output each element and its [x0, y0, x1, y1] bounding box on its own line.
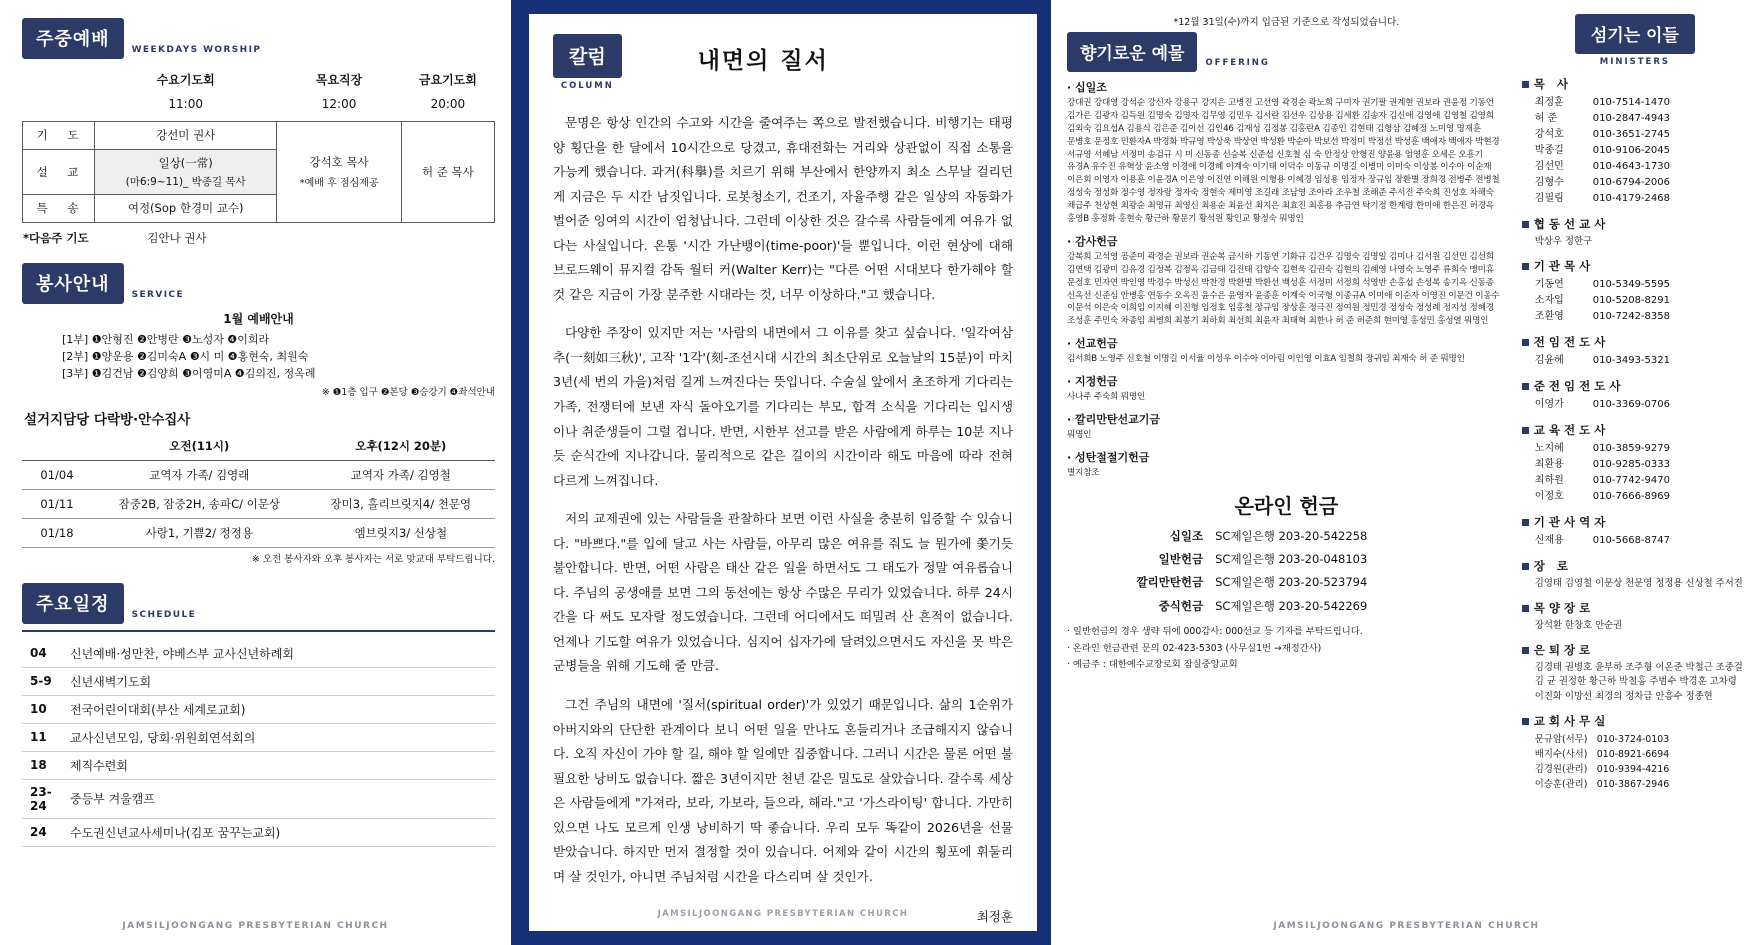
offering-date-note: *12월 31일(수)까지 입금된 기준으로 작성되었습니다.	[1173, 17, 1400, 28]
dishwashing-title: 설거지담당 다락방·안수집사	[24, 411, 191, 428]
ww-thursday-preacher: 강석호 목사	[309, 155, 369, 169]
list-item	[1535, 175, 1748, 191]
acct-key-0: 십일조	[1169, 528, 1204, 543]
offering-group-title: · 지정헌금	[1067, 375, 1118, 389]
ministers-badge-sub: MINISTERS	[1599, 57, 1671, 67]
offering-group-tithe	[1067, 79, 1506, 226]
right-footer-brand: JAMSILJOONGANG PRESBYTERIAN CHURCH	[1273, 921, 1540, 931]
ministers-group-shepherd-elders	[1522, 600, 1748, 633]
sch-d1: 5-9	[30, 674, 52, 689]
staff-name: 이승훈	[1534, 778, 1562, 790]
minister-name: 김윤혜	[1534, 355, 1564, 367]
dishwashing-note: ※ 오전 봉사자와 오후 봉사자는 서로 맞교대 부탁드립니다.	[251, 553, 495, 565]
ww-thursday-note: *예배 후 점심제공	[299, 178, 379, 189]
minister-name: 강석호	[1534, 129, 1564, 140]
group-members: 박상우 정한구	[1534, 236, 1593, 247]
schedule-table	[22, 640, 495, 847]
online-accounts	[1067, 525, 1506, 618]
table-row	[22, 518, 495, 547]
minister-phone: 010-7242-8358	[1592, 311, 1670, 323]
sch-t1: 신년새벽기도회	[70, 674, 152, 689]
ministers-section	[1516, 14, 1748, 945]
offering-group-designated	[1067, 373, 1506, 404]
offering-group-title: · 감사헌금	[1067, 234, 1118, 248]
column-badge: 칼럼	[553, 34, 622, 78]
ww-col1-time: 11:00	[168, 97, 203, 112]
column-body	[553, 111, 1013, 889]
staff-phone: 010-3867-2946	[1596, 778, 1670, 790]
acct-key-3: 중식헌금	[1158, 598, 1204, 613]
staff-phone: 010-9394-4216	[1596, 763, 1670, 775]
group-title: 목 사	[1533, 77, 1573, 91]
service-note: ※ ❶1층 입구 ❷본당 ❸승강기 ❹좌석안내	[321, 386, 495, 398]
list-item	[1535, 489, 1748, 505]
offering-group-mission	[1067, 335, 1506, 366]
staff-phone: 010-3724-0103	[1596, 733, 1670, 745]
minister-phone: 010-4179-2468	[1592, 193, 1670, 204]
ministers-group-full-time-evangelist	[1522, 334, 1748, 369]
ministers-group-cooperative-missionary	[1522, 216, 1748, 249]
ww-col2-title: 목요직장	[315, 72, 363, 87]
ministers-group-education-evangelists	[1522, 422, 1748, 505]
group-members: 김경태 권병호 윤부하 조주형 이온준 박철근 조중걸 김 균 권정한 황근하 박철홍 주범수 박경훈 고차령 이진화 이망선 최경의 정차급 안흥수 정종현	[1534, 662, 1743, 702]
dish-r1-pm: 교역자 가족/ 김영철	[307, 460, 495, 489]
staff-role: (사서)	[1561, 748, 1588, 760]
group-members: 김영태 김영철 이문상 천문영 정정용 신상철 주서진	[1534, 578, 1743, 590]
staff-role: (서무)	[1561, 733, 1588, 745]
dish-r2-pm: 장미3, 홀리브릿지4/ 천문영	[307, 489, 495, 518]
offering-group-title: · 깔리만탄선교기금	[1067, 413, 1161, 427]
minister-name: 신재용	[1534, 535, 1564, 547]
ministers-header	[1522, 14, 1748, 67]
column-footer-brand: JAMSILJOONGANG PRESBYTERIAN CHURCH	[657, 909, 909, 919]
table-row	[22, 751, 495, 779]
minister-name: 조환영	[1534, 311, 1564, 323]
bullet-square-icon	[1522, 647, 1529, 654]
left-footer-brand: JAMSILJOONGANG PRESBYTERIAN CHURCH	[122, 921, 389, 931]
offering-group-christmas	[1067, 449, 1506, 480]
minister-phone: 010-6794-2006	[1592, 177, 1670, 188]
list-item	[1535, 533, 1748, 549]
table-row	[22, 460, 495, 489]
sch-t2: 전국어린이대회(부산 세계로교회)	[70, 702, 246, 717]
weekday-worship-header	[22, 18, 495, 59]
acct-key-2: 깔리만탄헌금	[1136, 575, 1204, 590]
ministers-group-pastors	[1522, 76, 1748, 207]
table-row	[1067, 595, 1506, 618]
staff-role: (관리)	[1561, 778, 1588, 790]
minister-name: 이정호	[1534, 491, 1564, 503]
list-item	[1535, 293, 1748, 309]
group-title: 기관사역자	[1533, 515, 1610, 530]
list-item	[1535, 159, 1748, 175]
minister-phone: 010-3493-5321	[1592, 355, 1670, 367]
acct-val-2: SC제일은행 203-20-523794	[1215, 575, 1368, 590]
ww-row1-label: 기 도	[23, 121, 95, 149]
bullet-square-icon	[1522, 427, 1529, 434]
minister-phone: 010-4643-1730	[1592, 161, 1670, 172]
column-title: 내면의 질서	[697, 48, 829, 74]
minister-phone: 010-7666-8969	[1592, 491, 1670, 503]
minister-name: 허 준	[1534, 113, 1558, 124]
ww-row3-c1: 여정(Sop 한경미 교수)	[95, 194, 277, 222]
list-item	[1535, 441, 1748, 457]
column-card	[529, 14, 1037, 931]
offering-bullet-2: · 온라인 헌금관련 문의 02-423-5303 (사무실1번 →재정간사)	[1067, 642, 1322, 654]
staff-name: 문규암	[1534, 733, 1562, 745]
offering-bullets	[1067, 624, 1506, 673]
service-badge-sub: SERVICE	[131, 289, 184, 300]
ministers-group-part-time-evangelist	[1522, 378, 1748, 413]
minister-phone: 010-7514-1470	[1592, 97, 1670, 108]
dish-h1: 오전(11시)	[92, 432, 307, 461]
ministers-badge: 섬기는 이들	[1575, 14, 1695, 54]
list-item	[1535, 127, 1748, 143]
table-row	[22, 779, 495, 818]
list-item	[1535, 143, 1748, 159]
staff-name: 배지수	[1534, 748, 1562, 760]
ww-col2-time: 12:00	[321, 97, 357, 112]
sch-d2: 10	[30, 702, 47, 717]
sch-d5: 23-24	[30, 784, 52, 813]
bullet-square-icon	[1522, 339, 1529, 346]
dish-r1-date: 01/04	[22, 460, 92, 489]
minister-phone: 010-3651-2745	[1592, 129, 1670, 140]
bullet-square-icon	[1522, 605, 1529, 612]
offering-header	[1067, 32, 1506, 72]
weekday-worship-table	[22, 65, 495, 223]
online-offering-title: 온라인 헌금	[1234, 493, 1339, 518]
ww-col1-title: 수요기도회	[156, 72, 215, 87]
group-title: 교육전도사	[1533, 423, 1610, 438]
list-item	[1535, 473, 1748, 489]
sch-d4: 18	[30, 758, 47, 773]
table-row	[22, 695, 495, 723]
minister-name: 소자입	[1534, 295, 1564, 307]
column-badge-sub: COLUMN	[560, 81, 614, 91]
minister-name: 김선민	[1534, 161, 1564, 172]
acct-key-1: 일반헌금	[1158, 552, 1204, 567]
minister-phone: 010-9285-0333	[1592, 459, 1670, 471]
minister-phone: 010-5349-5595	[1592, 279, 1670, 291]
next-week-label: *다음주 기도	[23, 230, 89, 245]
bullet-square-icon	[1522, 263, 1529, 270]
offering-group-names: 강복희 고석영 공준미 곽경순 권보라 권순복 금시하 기동연 기화규 김건우 김명숙 김명일 김미나 김서원 김선민 김선희 김연택 김광미 김유경 김정복 김정옥 김금태 김진태 김향숙 김현욱 김권숙 김현의 김혜영 나영숙 노영주 류희숙 맹미휴 문정호 민자연 박인영 박경수 박성신 박찬경 박환별 박환선 백성훈 서정미 서정희 석영반 손홍섭 손성복 송기옥 신동종 신옥선 신준심 안병홍 연동수 오옥진 윤수은 윤영자 윤종훈 이계숙 이국형 이종규A 이미애 이순자 이영진 이문건 이옹수 이문석 이은숙 이희임 이지혜 이진형 임정호 임홍철 장규임 장상훈 정극진 정여원 정민경 정성숙 정성례 정지성 정혜경 조성훈 주민숙 차종임 최병희 최봉기 최하회 최선희 최윤자 최태혁 최한나 허 준 허준희 현미영 홍성민 홍성열 뭐명인	[1067, 251, 1500, 327]
offering-bullet-1: · 일반헌금의 경우 생략 뒤에 000감사: 000선교 등 기자를 부탁드립니다.	[1067, 625, 1363, 637]
service-line-2: [2부] ❶양운용 ❷김미숙A ❸시 미 ❹홍현숙, 최원숙	[62, 349, 309, 363]
group-title: 준전임전도사	[1533, 379, 1625, 394]
offering-badge-sub: OFFERING	[1205, 58, 1270, 68]
table-row	[22, 818, 495, 846]
dish-h2: 오후(12시 20분)	[307, 432, 495, 461]
table-row	[1067, 571, 1506, 594]
bullet-square-icon	[1522, 519, 1529, 526]
offering-badge: 향기로운 예물	[1067, 32, 1197, 72]
table-row	[22, 489, 495, 518]
list-item	[1535, 95, 1748, 111]
table-row	[1067, 525, 1506, 548]
dish-r3-pm: 엠브릿지3/ 신상철	[307, 518, 495, 547]
minister-name: 김형수	[1534, 177, 1564, 188]
dish-r3-am: 사랑1, 기쁨2/ 정정용	[92, 518, 307, 547]
group-title: 전임전도사	[1533, 335, 1610, 350]
group-title: 기관목사	[1533, 259, 1595, 274]
acct-val-0: SC제일은행 203-20-542258	[1215, 528, 1368, 543]
list-item	[1535, 309, 1748, 325]
dish-r1-am: 교역자 가족/ 김영래	[92, 460, 307, 489]
bullet-square-icon	[1522, 563, 1529, 570]
ww-row1-c1: 강선미 권사	[95, 121, 277, 149]
group-title: 장 로	[1533, 559, 1573, 574]
dish-h0	[22, 432, 92, 461]
group-title: 목양장로	[1533, 601, 1595, 616]
offering-group-title: · 성탄절절기헌금	[1067, 450, 1150, 464]
service-badge: 봉사안내	[22, 263, 124, 304]
group-title: 은퇴장로	[1533, 643, 1595, 658]
sch-t3: 교사신년모임, 당회·위원회연석회의	[70, 730, 256, 745]
ww-col3-time: 20:00	[430, 97, 466, 112]
dishwashing-table	[22, 432, 495, 548]
dish-r3-date: 01/18	[22, 518, 92, 547]
right-panel	[1051, 0, 1762, 945]
minister-phone: 010-5668-8747	[1592, 535, 1670, 547]
next-week-value: 김안나 권사	[147, 230, 207, 245]
list-item	[1535, 732, 1748, 747]
schedule-divider	[22, 630, 495, 632]
ww-friday-preacher: 허 준 목사	[401, 121, 494, 222]
offering-group-title: · 선교헌금	[1067, 337, 1118, 351]
group-members: 장석환 한창호 안순권	[1534, 620, 1623, 632]
service-line-3: [3부] ❶김건남 ❷김양희 ❸이영미A ❹김의진, 정옥례	[62, 366, 316, 380]
minister-phone: 010-7742-9470	[1592, 475, 1670, 487]
acct-val-3: SC제일은행 203-20-542269	[1215, 598, 1368, 613]
list-item	[1535, 353, 1748, 369]
column-paragraph-3: 저의 교제권에 있는 사람들을 관찰하다 보면 이런 사실을 충분히 입증할 수 있습니다. "바쁘다."를 입에 달고 사는 사람들, 아무리 많은 여유를 줘도 늘 뭔가에 쫓기듯 불안합니다. 반면, 어떤 사람은 태산 같은 일을 하면서도 그 태도가 정말 여유롭습니다. 주님의 공생애를 보면 그의 동선에는 항상 수많은 무리가 있었습니다. 하루 24시간을 다 써도 모자랄 정도였습니다. 그런데 어디에서도 떠밀려 산 흔적이 없습니다. 언제나 기도할 여유가 있었습니다. 심지어 십자가에 달려있으면서도 자신을 못 박은 군병들을 위해 기도해 줄 만큼.	[553, 511, 1013, 674]
ministers-group-institutional-pastors	[1522, 258, 1748, 325]
sch-t6: 수도권신년교사세미나(김포 꿈꾸는교회)	[70, 825, 281, 840]
next-week-prayer	[22, 229, 495, 247]
offering-group-names: 김서희B 노영주 신호철 이명길 이서율 이성우 이수아 이아림 이인영 이효A 임철희 장귀임 최재숙 허 준 뭐명인	[1067, 354, 1465, 365]
offering-group-names: 별지참조	[1067, 467, 1100, 478]
table-row	[23, 121, 495, 149]
offering-group-kalimantan	[1067, 411, 1506, 442]
ministers-group-institution-worker	[1522, 514, 1748, 549]
sch-d3: 11	[30, 730, 47, 745]
ww-sermon-title: 일상(一常)	[158, 155, 213, 170]
minister-phone: 010-3369-0706	[1592, 399, 1670, 411]
table-row	[22, 723, 495, 751]
schedule-header	[22, 583, 495, 624]
staff-name: 김경원	[1534, 763, 1562, 775]
table-row	[22, 667, 495, 695]
minister-phone: 010-9106-2045	[1592, 145, 1670, 156]
column-panel	[511, 0, 1051, 945]
staff-phone: 010-8921-6694	[1596, 748, 1670, 760]
ww-sermon-ref: (마6:9~11)_ 박종길 목사	[125, 175, 246, 188]
staff-role: (관리)	[1561, 763, 1588, 775]
column-paragraph-1: 문명은 항상 인간의 수고와 시간을 줄여주는 쪽으로 발전했습니다. 비행기는 태평양 횡단을 한 달에서 10시간으로 당겼고, 휴대전화는 거리와 상관없이 직접 소통을 가능케 했습니다. 과거(科擧)를 치르기 위해 부산에서 한양까지 최소 스무날 걸리던 게 지금은 두 시간 남짓입니다. 로봇청소기, 건조기, 자율주행 같은 일상의 자동화가 벌어준 잉여의 시간이 엄청납니다. 그런데 이상한 것은 갈수록 사람들에게 여유가 없다는 사실입니다. 온통 '시간 가난뱅이(time-poor)'들 뿐입니다. 이런 현상에 대해 브로드웨이 뮤지컬 감독 월터 커(Walter Kerr)는 "다른 어떤 시대보다 한가해야 할 것 같은 지금이 가장 분주한 시대라는 것, 너무 이상하다."고 했습니다.	[553, 115, 1013, 302]
left-panel	[0, 0, 511, 945]
list-item	[1535, 457, 1748, 473]
ww-row2-label: 설 교	[23, 149, 95, 194]
bullet-square-icon	[1522, 383, 1529, 390]
minister-name: 이영가	[1534, 399, 1564, 411]
schedule-badge-sub: SCHEDULE	[131, 609, 197, 620]
service-header	[22, 263, 495, 304]
offering-group-title: · 십일조	[1067, 81, 1107, 94]
group-title: 협동선교사	[1533, 217, 1610, 231]
column-paragraph-4: 그건 주님의 내면에 '질서(spiritual order)'가 있었기 때문입니다. 삶의 1순위가 아버지와의 단단한 관계이다 보니 어떤 일을 만나도 혼들리거나 조급해지지 않습니다. 오직 자신이 가야 할 길, 해야 할 일에만 집중합니다. 그러니 시간은 물론 어떤 불필요한 낭비도 없습니다. 짧은 3년이지만 천년 같은 밀도로 살았습니다. 갈수록 세상은 사람들에게 "가져라, 보라, 가보라, 들으라, 해라."고 '가스라이팅' 합니다. 가만히 있으면 나도 모르게 인생 낭비하기 딱 좋습니다. 우리 모두 똑같이 2026년을 선물 받았습니다. 하지만 먼저 결정할 것이 있습니다. 어제와 같이 시간의 횡포에 휘둘리며 살 것인가, 아니면 주님처럼 시간을 다스리며 살 것인가.	[553, 697, 1013, 884]
offering-section	[1067, 14, 1506, 945]
sch-t5: 중등부 겨울캠프	[70, 792, 155, 807]
minister-name: 기동연	[1534, 279, 1564, 291]
ministers-group-retired-elders	[1522, 642, 1748, 703]
list-item	[1535, 747, 1748, 762]
column-paragraph-2: 다양한 주장이 있지만 저는 '사람의 내면에서 그 이유를 찾고 싶습니다. '일각여삼추(一刻如三秋)', 고작 '1각'(刻-조선시대 시간의 최소단위로 오늘날의 15분)이 마치 3년(세 번의 가을)처럼 길게 느껴진다는 뜻입니다. 수술실 앞에서 초조하게 기다리는 가족, 전쟁터에 보낸 자식 돌아오기를 기다리는 부모, 합격 소식을 기다리는 입시생이나 취준생들이 그럴 겁니다. 반면, 시한부 선고를 받은 사람에게 하루는 10분 지나듯 순식간에 지나갑니다. 물리적으로 같은 길이의 시간이라 해도 마음에 따라 전혀 다르게 느껴집니다.	[553, 325, 1013, 488]
list-item	[1535, 397, 1748, 413]
offering-group-names: 강대권 강대영 강석순 강신자 강용구 강지은 고병진 고선영 곽경순 곽노희 구미자 권기팔 권계현 권보라 권윤정 기동언 김가은 김광자 김득원 김명숙 김명자 김무영 김민우 김서란 김선우 김상용 김세환 김송자 김신애 김영애 김영철 김영희 김외숙 김요섭A 김용식 김은준 김이선 김인46 김재성 김정봉 김홍란A 김종인 김현태 김형삼 김혜정 노미영 명재훈 문병호 문정호 민환자A 박경화 박규영 박상욱 박상연 박성환 박순아 박보선 박정미 박정선 박성훈 백애자 백애자 박현경 서규영 서혜남 서정미 송검규 시 미 신동종 신승복 신준섭 신호철 심 숙 안정상 안형진 양윤용 엄영훈 오세은 오흥기 유경A 유수진 유혁상 윤소영 이경애 이경혜 이계숙 이기태 이덕수 이동규 이명길 이병미 이미숙 이상봉 이수아 이순재 이은회 이영자 이용훈 이윤경A 이은영 이진연 이해원 이형용 이혜경 임성용 임정자 장규임 장환별 장희경 전병주 전병철 정성숙 정성화 정수영 정자랑 정자숙 정현숙 제미영 조길래 조남영 조아라 조우철 조해준 주서진 주숙희 진성호 차해숙 채급주 천상현 최광순 최명규 최영신 최용순 최윤선 최지은 최효진 최홍용 추금연 탁기정 한계령 한미애 한은진 허경옥 홍영B 홍정화 홍현숙 황근하 황문기 황석원 황인교 황정숙 뭐명인	[1067, 98, 1500, 225]
list-item	[1535, 762, 1748, 777]
acct-val-1: SC제일은행 203-20-048103	[1215, 552, 1368, 567]
minister-phone: 010-3859-9279	[1592, 443, 1670, 455]
ww-row3-label: 특 송	[23, 194, 95, 222]
service-line-1: [1부] ❶안형진 ❷안병란 ❸노성자 ❹이희라	[62, 332, 270, 346]
weekday-worship-badge-sub: WEEKDAYS WORSHIP	[131, 45, 262, 55]
dish-r2-date: 01/11	[22, 489, 92, 518]
list-item	[1535, 777, 1748, 792]
dish-r2-am: 잠중2B, 잠중2H, 송파C/ 이문상	[92, 489, 307, 518]
sch-t0: 신년예배·성만찬, 야베스부 교사신년하례회	[70, 646, 294, 661]
ministers-group-elders	[1522, 558, 1748, 591]
bullet-square-icon	[1522, 718, 1529, 725]
minister-name: 최환용	[1534, 459, 1564, 471]
minister-phone: 010-2847-4943	[1592, 113, 1670, 124]
list-item	[1535, 111, 1748, 127]
minister-phone: 010-5208-8291	[1592, 295, 1670, 307]
minister-name: 김필림	[1534, 193, 1564, 204]
ministers-group-church-office	[1522, 713, 1748, 792]
sch-d0: 04	[30, 646, 47, 661]
minister-name: 최정훈	[1534, 97, 1564, 108]
table-row	[22, 640, 495, 668]
table-row	[1067, 548, 1506, 571]
offering-group-names: 사나주 주숙희 뭐명인	[1067, 392, 1145, 403]
minister-name: 최하원	[1534, 475, 1564, 487]
minister-name: 노지혜	[1534, 443, 1564, 455]
ww-col3-title: 금요기도회	[418, 72, 477, 87]
list-item	[1535, 277, 1748, 293]
offering-bullet-3: · 예금주 : 대한예수교장로회 잠실중앙교회	[1067, 659, 1238, 671]
sch-t4: 제직수련회	[70, 758, 128, 773]
column-author: 최정훈	[976, 909, 1013, 925]
offering-group-names: 뭐명인	[1067, 430, 1092, 441]
bullet-square-icon	[1522, 221, 1529, 228]
column-header	[553, 34, 1013, 91]
weekday-worship-badge: 주중예배	[22, 18, 124, 59]
bullet-square-icon	[1522, 81, 1529, 88]
list-item	[1535, 191, 1748, 207]
minister-name: 박종길	[1534, 145, 1564, 156]
sch-d6: 24	[30, 825, 47, 840]
service-month-title: 1월 예배안내	[223, 311, 294, 326]
schedule-badge: 주요일정	[22, 583, 124, 624]
group-title: 교회사무실	[1533, 713, 1610, 728]
offering-group-thanks	[1067, 233, 1506, 328]
